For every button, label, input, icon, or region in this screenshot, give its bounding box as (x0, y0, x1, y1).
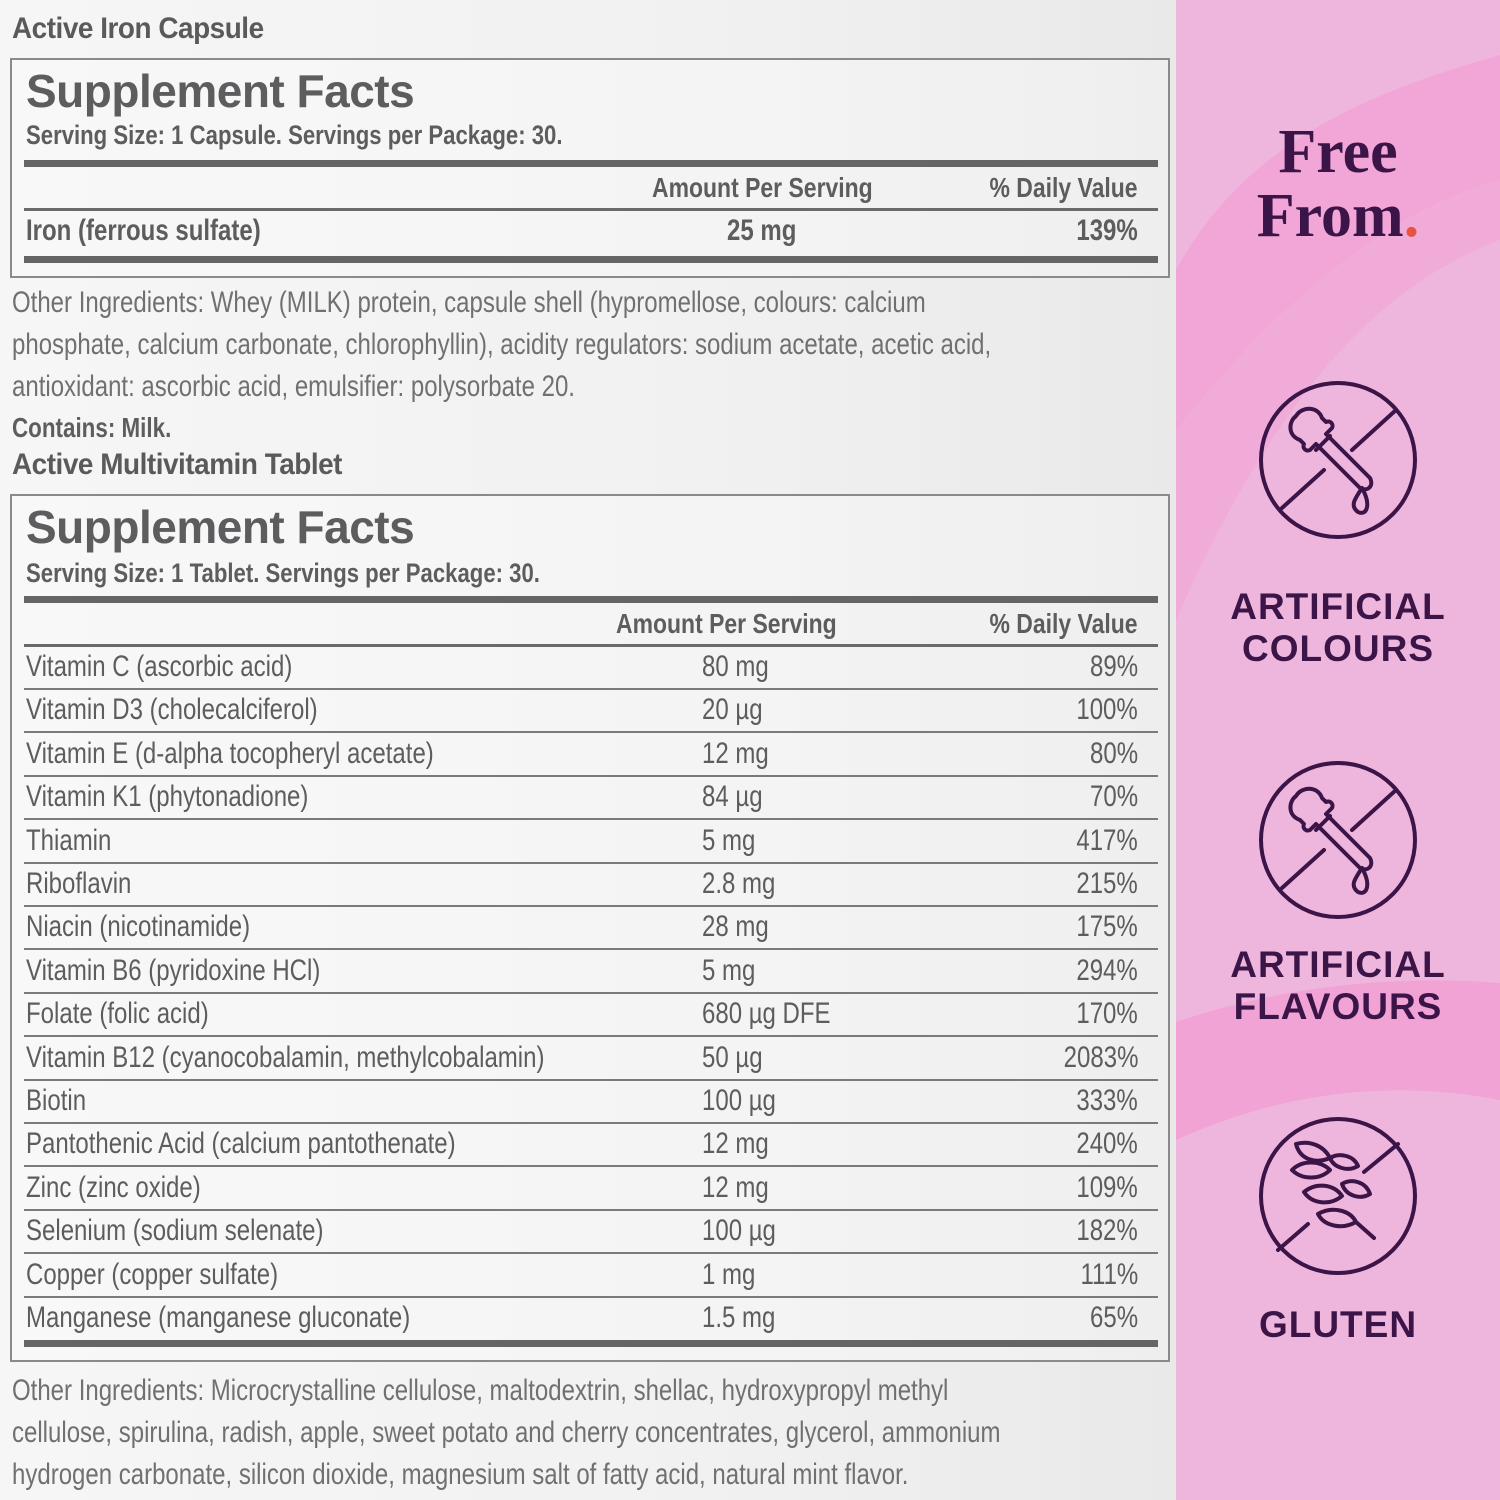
divider (24, 596, 1158, 603)
nutrient-name: Niacin (nicotinamide) (26, 910, 251, 944)
iron-product-title: Active Iron Capsule (12, 12, 264, 45)
iron-serving-size: Serving Size: 1 Capsule. Servings per Package: 30. (26, 120, 563, 150)
nutrient-name: Vitamin B6 (pyridoxine HCl) (26, 953, 321, 987)
row-divider (24, 1165, 1158, 1167)
nutrient-amount: 100 µg (702, 1084, 776, 1117)
amount-column-header: Amount Per Serving (616, 608, 837, 639)
heading-line-2 (1176, 184, 1500, 248)
nutrient-name: Vitamin C (ascorbic acid) (26, 650, 293, 683)
iron-facts-table (10, 58, 1170, 278)
nutrient-daily-value: 175% (1076, 910, 1138, 944)
divider (24, 1340, 1158, 1347)
nutrient-amount: 100 µg (702, 1214, 776, 1248)
no-gluten-wheat-icon (1256, 1114, 1420, 1278)
free-from-panel (1176, 0, 1500, 1500)
row-divider (24, 1079, 1158, 1081)
badge-line: GLUTEN (1258, 1304, 1418, 1345)
nutrient-amount: 50 µg (702, 1040, 763, 1074)
nutrient-name: Copper (copper sulfate) (26, 1257, 279, 1291)
divider (24, 644, 1158, 647)
heading-word: From (1256, 182, 1404, 250)
nutrient-name: Vitamin K1 (phytonadione) (26, 780, 309, 814)
nutrient-amount: 1 mg (702, 1257, 756, 1291)
nutrient-amount: 680 µg DFE (702, 997, 831, 1031)
ingredients-line: hydrogen carbonate, silicon dioxide, magnesium salt of fatty acid, natural mint flavor. (12, 1458, 909, 1491)
nutrient-daily-value: 215% (1076, 867, 1138, 900)
nutrient-daily-value: 240% (1076, 1127, 1138, 1161)
nutrient-name: Folate (folic acid) (26, 997, 209, 1031)
multivitamin-product-title: Active Multivitamin Tablet (12, 448, 343, 481)
nutrient-name: Thiamin (26, 823, 112, 857)
divider (24, 256, 1158, 263)
row-divider (24, 1252, 1158, 1254)
nutrient-amount: 5 mg (702, 953, 756, 987)
nutrient-amount: 12 mg (702, 736, 769, 770)
ingredients-line: Other Ingredients: Microcrystalline cellulose, maltodextrin, shellac, hydroxypropyl methyl (12, 1374, 949, 1407)
no-artificial-colours-icon (1256, 378, 1420, 542)
nutrient-amount: 12 mg (702, 1170, 769, 1204)
nutrient-daily-value: 333% (1076, 1084, 1138, 1117)
nutrient-amount: 20 µg (702, 693, 763, 727)
nutrient-name: Vitamin D3 (cholecalciferol) (26, 693, 318, 727)
row-divider (24, 1122, 1158, 1124)
row-divider (24, 818, 1158, 820)
row-divider (24, 731, 1158, 733)
badge-label-gluten (1176, 1304, 1500, 1346)
nutrient-daily-value: 417% (1076, 823, 1138, 857)
allergen-contains: Contains: Milk. (12, 412, 172, 443)
badge-line: ARTIFICIAL (1230, 586, 1446, 627)
badge-line: ARTIFICIAL (1230, 944, 1446, 985)
nutrient-amount: 25 mg (727, 214, 797, 247)
nutrient-daily-value: 2083% (1063, 1040, 1138, 1074)
nutrient-daily-value: 109% (1076, 1170, 1138, 1204)
row-divider (24, 1296, 1158, 1298)
row-divider (24, 948, 1158, 950)
nutrient-amount: 84 µg (702, 780, 763, 814)
badge-label-artificial-flavours (1176, 944, 1500, 1028)
nutrient-name: Vitamin E (d-alpha tocopheryl acetate) (26, 736, 434, 770)
nutrient-name: Iron (ferrous sulfate) (26, 214, 261, 247)
row-divider (24, 992, 1158, 994)
nutrient-daily-value: 100% (1076, 693, 1138, 727)
nutrient-name: Zinc (zinc oxide) (26, 1170, 201, 1204)
nutrient-name: Selenium (sodium selenate) (26, 1214, 324, 1248)
daily-value-column-header: % Daily Value (989, 172, 1138, 203)
badge-line: COLOURS (1242, 628, 1434, 669)
nutrient-name: Manganese (manganese gluconate) (26, 1301, 411, 1334)
nutrient-amount: 1.5 mg (702, 1301, 776, 1334)
accent-dot: . (1403, 182, 1420, 250)
ingredients-line: cellulose, spirulina, radish, apple, sweet potato and cherry concentrates, glycerol, ammonium (12, 1416, 1001, 1449)
no-artificial-flavours-icon (1256, 758, 1420, 922)
nutrient-amount: 5 mg (702, 823, 756, 857)
row-divider (24, 1209, 1158, 1211)
multivitamin-facts-table (10, 494, 1170, 1362)
nutrient-daily-value: 65% (1089, 1301, 1138, 1334)
nutrient-amount: 28 mg (702, 910, 769, 944)
multivitamin-facts-title: Supplement Facts (26, 501, 415, 553)
row-divider (24, 688, 1158, 690)
row-divider (24, 905, 1158, 907)
nutrient-daily-value: 170% (1076, 997, 1138, 1031)
nutrient-amount: 80 mg (702, 650, 769, 683)
ingredients-line: phosphate, calcium carbonate, chlorophyllin), acidity regulators: sodium acetate, acetic acid, (12, 328, 992, 361)
daily-value-column-header: % Daily Value (989, 608, 1138, 639)
ingredients-line: Other Ingredients: Whey (MILK) protein, capsule shell (hypromellose, colours: calcium (12, 286, 926, 319)
nutrient-daily-value: 182% (1076, 1214, 1138, 1248)
amount-column-header: Amount Per Serving (652, 172, 873, 203)
nutrient-name: Biotin (26, 1084, 87, 1117)
nutrient-daily-value: 139% (1076, 214, 1138, 247)
nutrient-daily-value: 111% (1080, 1257, 1138, 1291)
nutrient-name: Pantothenic Acid (calcium pantothenate) (26, 1127, 456, 1161)
nutrient-name: Vitamin B12 (cyanocobalamin, methylcobalamin) (26, 1040, 545, 1074)
heading-line-1: Free (1278, 118, 1398, 186)
row-divider (24, 1035, 1158, 1037)
nutrient-daily-value: 89% (1089, 650, 1138, 683)
badge-line: FLAVOURS (1233, 986, 1443, 1027)
nutrient-amount: 2.8 mg (702, 867, 776, 900)
nutrient-daily-value: 80% (1089, 736, 1138, 770)
nutrient-daily-value: 70% (1089, 780, 1138, 814)
nutrient-daily-value: 294% (1076, 953, 1138, 987)
nutrient-amount: 12 mg (702, 1127, 769, 1161)
divider (24, 208, 1158, 211)
iron-facts-title: Supplement Facts (26, 65, 415, 117)
badge-label-artificial-colours (1176, 586, 1500, 670)
nutrient-name: Riboflavin (26, 867, 132, 900)
multivitamin-serving-size: Serving Size: 1 Tablet. Servings per Package: 30. (26, 558, 540, 588)
row-divider (24, 775, 1158, 777)
row-divider (24, 862, 1158, 864)
ingredients-line: antioxidant: ascorbic acid, emulsifier: polysorbate 20. (12, 370, 575, 403)
free-from-heading (1176, 120, 1500, 248)
divider (24, 160, 1158, 167)
